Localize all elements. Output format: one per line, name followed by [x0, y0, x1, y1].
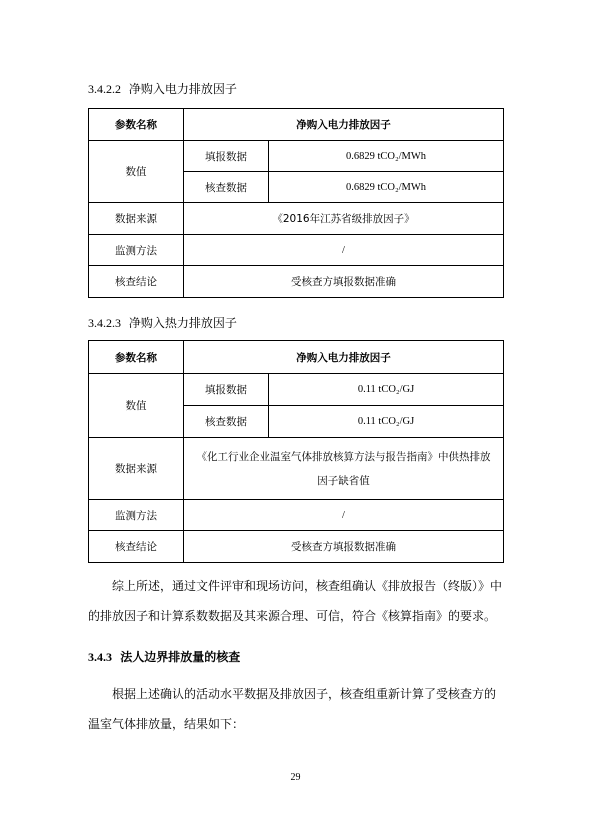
header-param-title: 净购入电力排放因子 — [184, 109, 504, 141]
value-label: 数值 — [89, 374, 184, 438]
reported-label: 填报数据 — [184, 141, 269, 172]
verified-value: 0.6829 tCO₂/MWh — [269, 172, 504, 203]
section-heading-heat-factor — [88, 314, 237, 331]
source-value: 《2016年江苏省级排放因子》 — [184, 203, 504, 235]
table-row — [89, 374, 504, 406]
table-row — [89, 531, 504, 563]
table-row — [89, 500, 504, 531]
table-row — [89, 203, 504, 235]
section-title: 法人边界排放量的核查 — [120, 650, 241, 664]
conclusion-value: 受核查方填报数据准确 — [184, 266, 504, 298]
conclusion-label: 核查结论 — [89, 266, 184, 298]
section-title: 净购入热力排放因子 — [128, 316, 237, 330]
results-paragraph: 根据上述确认的活动水平数据及排放因子，核查组重新计算了受核查方的温室气体排放量，结果如下： — [88, 687, 497, 731]
method-value: / — [184, 235, 504, 266]
source-label: 数据来源 — [89, 438, 184, 500]
electricity-factor-table — [88, 108, 504, 298]
page-number: 29 — [290, 772, 301, 783]
conclusion-label: 核查结论 — [89, 531, 184, 563]
table-header-row — [89, 109, 504, 141]
verified-label: 核查数据 — [184, 172, 269, 203]
table-row — [89, 141, 504, 172]
source-value: 《化工行业企业温室气体排放核算方法与报告指南》中供热排放因子缺省值 — [184, 438, 504, 500]
method-value: / — [184, 500, 504, 531]
reported-value: 0.6829 tCO₂/MWh — [269, 141, 504, 172]
value-label: 数值 — [89, 141, 184, 203]
verified-label: 核查数据 — [184, 406, 269, 438]
section-number: 3.4.2.3 — [88, 316, 121, 330]
table-header-row — [89, 341, 504, 374]
heat-factor-table — [88, 340, 504, 563]
section-heading-electricity-factor — [88, 80, 237, 97]
table-row — [89, 235, 504, 266]
header-param-name: 参数名称 — [89, 109, 184, 141]
table-row — [89, 438, 504, 500]
section-number: 3.4.3 — [88, 650, 112, 664]
conclusion-value: 受核查方填报数据准确 — [184, 531, 504, 563]
reported-value: 0.11 tCO₂/GJ — [269, 374, 504, 406]
section-title: 净购入电力排放因子 — [128, 82, 237, 96]
method-label: 监测方法 — [89, 235, 184, 266]
section-number: 3.4.2.2 — [88, 82, 121, 96]
verified-value: 0.11 tCO₂/GJ — [269, 406, 504, 438]
table-row — [89, 266, 504, 298]
summary-paragraph: 综上所述，通过文件评审和现场访问，核查组确认《排放报告（终版）》中的排放因子和计算系数数据及其来源合理、可信，符合《核算指南》的要求。 — [88, 579, 503, 623]
source-label: 数据来源 — [89, 203, 184, 235]
header-param-title: 净购入电力排放因子 — [184, 341, 504, 374]
reported-label: 填报数据 — [184, 374, 269, 406]
header-param-name: 参数名称 — [89, 341, 184, 374]
method-label: 监测方法 — [89, 500, 184, 531]
section-heading-boundary-emissions — [88, 648, 240, 665]
